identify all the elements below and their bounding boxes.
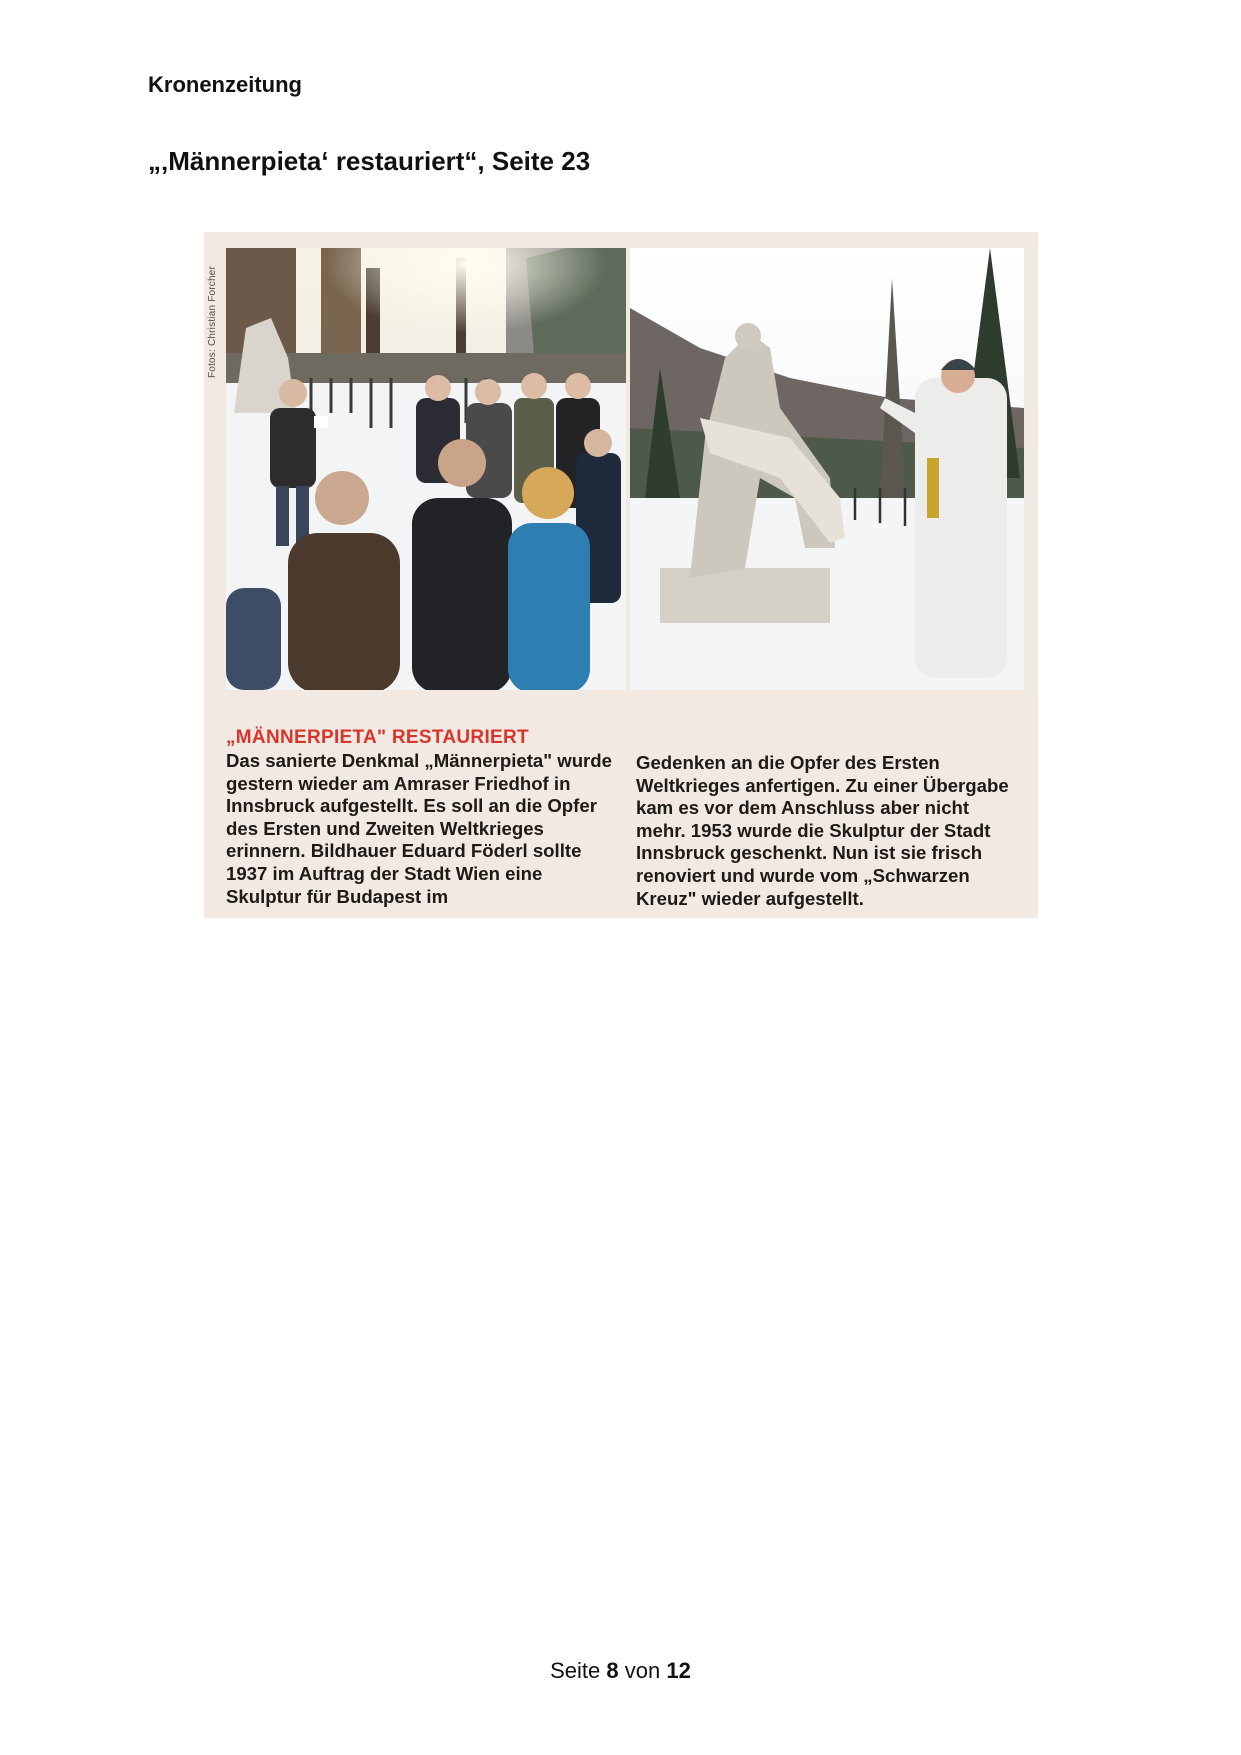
photo-credit: Fotos: Christian Forcher — [207, 265, 218, 378]
total-pages: 12 — [666, 1658, 691, 1683]
current-page: 8 — [606, 1658, 619, 1683]
document-title: „‚Männerpieta‘ restauriert“, Seite 23 — [148, 146, 591, 176]
page-number-footer — [0, 1658, 1241, 1684]
caption-text-right: Gedenken an die Opfer des Ersten Weltkrieges anfertigen. Zu einer Übergabe kam es vor dem Anschluss aber nicht mehr. 1953 wurde die Skulptur der Stadt Innsbruck geschenkt. Nun ist sie frisch renoviert und wurde vom „Schwarzen Kreuz" wieder aufgestellt. — [636, 752, 1009, 909]
publication-name: Kronenzeitung — [148, 72, 302, 97]
caption-headline: „MÄNNERPIETA" RESTAURIERT — [226, 727, 529, 748]
page-label: Seite — [550, 1658, 601, 1683]
caption-text-left: Das sanierte Denkmal „Männerpieta" wurde gestern wieder am Amraser Friedhof in Innsbruck aufgestellt. Es soll an die Opfer des Ersten und Zweiten Weltkrieges erinnern. Bildhauer Eduard Föderl sollte 1937 im Auftrag der Stadt Wien eine Skulptur für Budapest im — [226, 750, 612, 907]
newspaper-clipping — [204, 232, 1038, 918]
photo-ceremony-crowd — [226, 248, 626, 690]
page-separator: von — [624, 1658, 661, 1683]
photo-sculpture-blessing — [630, 248, 1024, 690]
